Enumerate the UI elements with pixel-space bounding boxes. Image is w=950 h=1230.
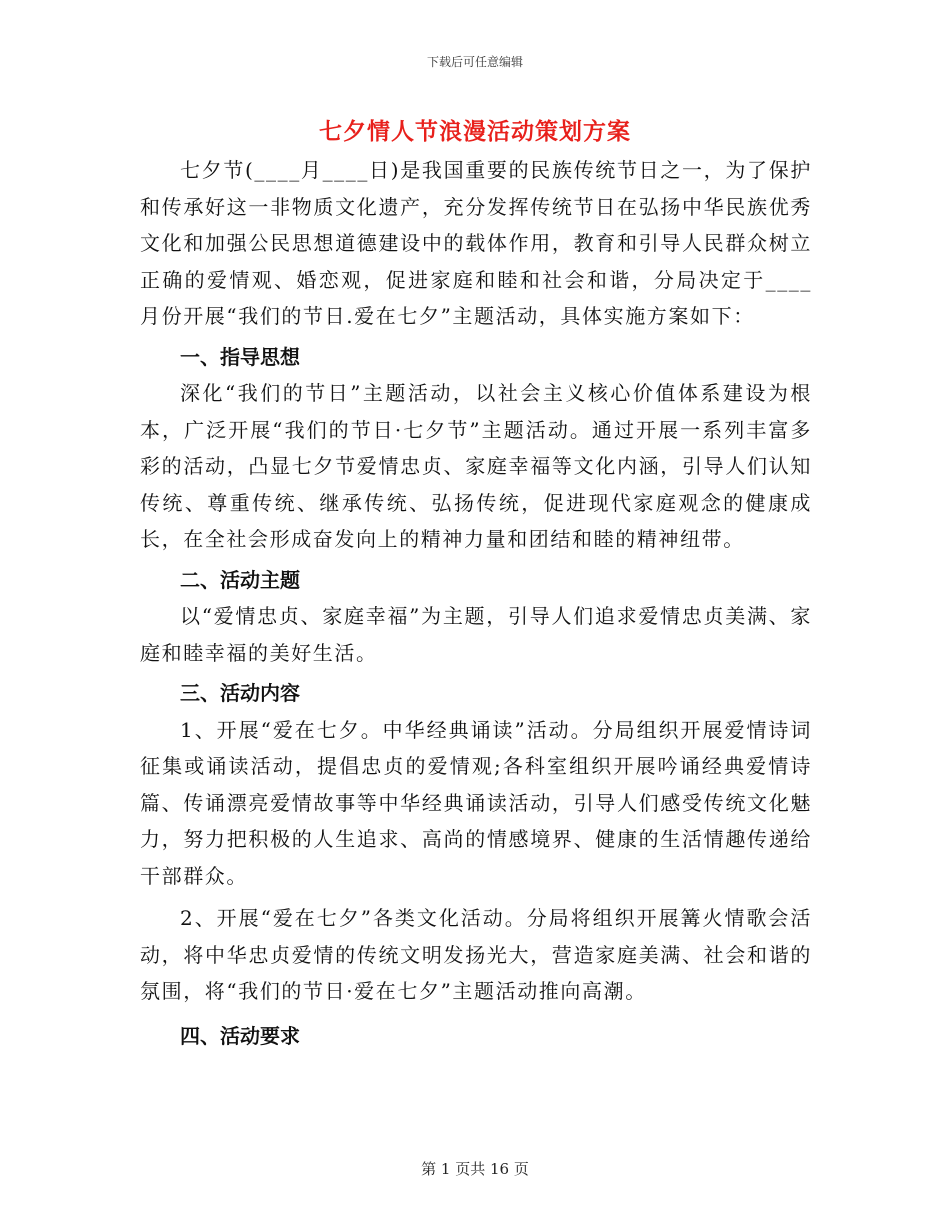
section-theme [140, 562, 812, 672]
section-heading: 二、活动主题 [180, 567, 300, 592]
header-note: 下载后可任意编辑 [426, 55, 523, 69]
section-content [140, 675, 812, 1010]
section-paragraph: 以“爱情忠贞、家庭幸福”为主题，引导人们追求爱情忠贞美满、家庭和睦幸福的美好生活。 [140, 604, 812, 665]
section-paragraph: 深化“我们的节日”主题活动，以社会主义核心价值体系建设为根本，广泛开展“我们的节日·七夕节”主题活动。通过开展一系列丰富多彩的活动，凸显七夕节爱情忠贞、家庭幸福等文化内涵，引导人们认知传统、尊重传统、继承传统、弘扬传统，促进现代家庭观念的健康成长，在全社会形成奋发向上的精神力量和团结和睦的精神纽带。 [140, 381, 812, 551]
page-footer: 第 1 页共 16 页 [421, 1160, 529, 1178]
section-heading: 三、活动内容 [180, 681, 300, 705]
section-requirements [140, 1018, 812, 1055]
document-body [140, 152, 812, 1054]
section-paragraph: 2、开展“爱在七夕”各类文化活动。分局将组织开展篝火情歌会活动，将中华忠贞爱情的传统文明发扬光大，营造家庭美满、社会和谐的氛围，将“我们的节日·爱在七夕”主题活动推向高潮。 [140, 906, 812, 1003]
section-guiding-ideology [140, 339, 812, 558]
section-heading: 四、活动要求 [180, 1023, 300, 1048]
intro-paragraph: 七夕节(____月____日)是我国重要的民族传统节日之一，为了保护和传承好这一非物质文化遗产，充分发挥传统节日在弘扬中华民族优秀文化和加强公民思想道德建设中的载体作用，教育和引导人民群众树立正确的爱情观、婚恋观，促进家庭和睦和社会和谐，分局决定于____月份开展“我们的节日.爱在七夕”主题活动，具体实施方案如下： [140, 158, 812, 328]
section-paragraph: 1、开展“爱在七夕。中华经典诵读”活动。分局组织开展爱情诗词征集或诵读活动，提倡忠贞的爱情观;各科室组织开展吟诵经典爱情诗篇、传诵漂亮爱情故事等中华经典诵读活动，引导人们感受传统文化魅力，努力把积极的人生追求、高尚的情感境界、健康的生活情趣传递给干部群众。 [140, 717, 812, 888]
document-title: 七夕情人节浪漫活动策划方案 [319, 119, 631, 145]
section-heading: 一、指导思想 [180, 344, 300, 369]
